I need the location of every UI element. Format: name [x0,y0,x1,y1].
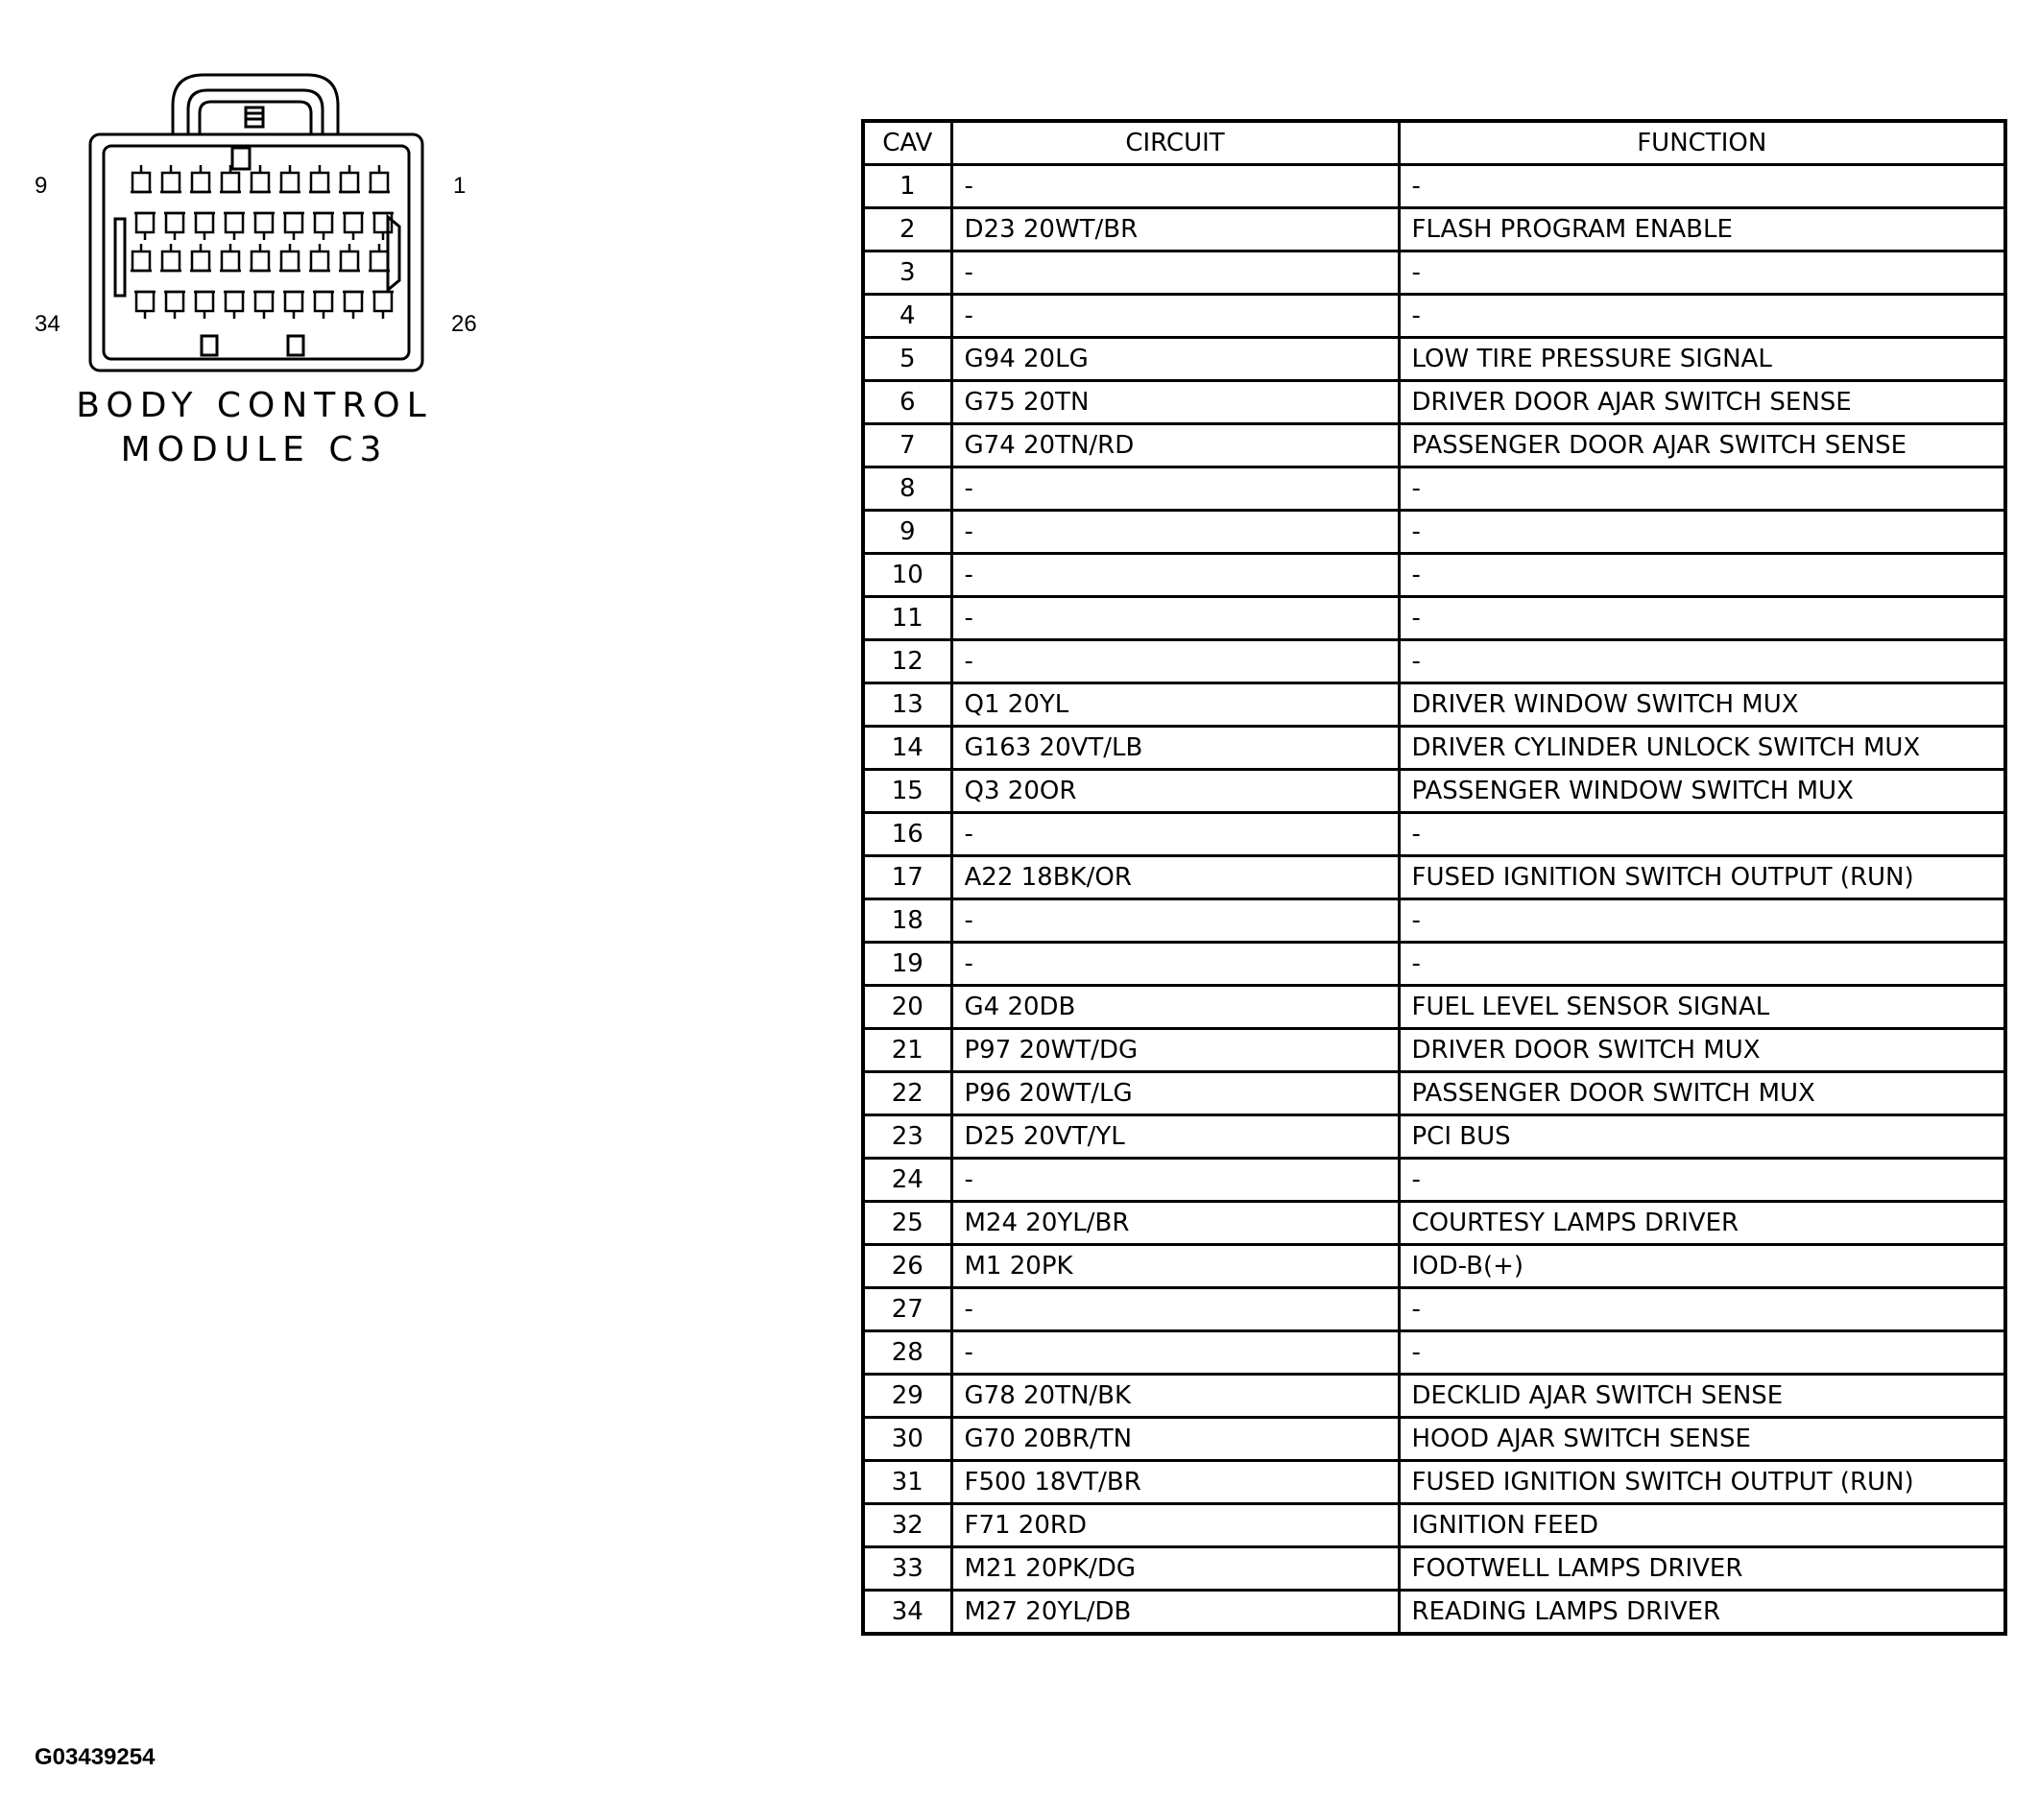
table-row [863,1072,2005,1115]
pin-label-1: 1 [453,173,467,199]
key-tab-top [232,148,250,169]
table-row [863,1115,2005,1159]
cav-cell: 34 [863,1591,951,1635]
table-row [863,338,2005,381]
circuit-cell: G75 20TN [951,381,1399,424]
pin-label-34: 34 [35,311,60,337]
terminal-cavity [224,213,245,240]
circuit-cell: G4 20DB [951,986,1399,1029]
terminal-cavity [131,165,152,192]
table-row [863,511,2005,554]
connector-face-drawing [0,0,576,403]
cav-cell: 32 [863,1504,951,1547]
terminal-cavity [224,292,245,319]
circuit-cell: Q3 20OR [951,770,1399,813]
table-row [863,683,2005,727]
pin-label-26: 26 [451,311,477,337]
terminal-cavity [283,292,304,319]
table-row [863,467,2005,511]
circuit-cell: - [951,1288,1399,1331]
circuit-cell: Q1 20YL [951,683,1399,727]
circuit-cell: M24 20YL/BR [951,1202,1399,1245]
function-cell: READING LAMPS DRIVER [1399,1591,2005,1635]
cav-cell: 33 [863,1547,951,1591]
cav-cell: 24 [863,1159,951,1202]
table-row [863,1547,2005,1591]
cav-cell: 29 [863,1375,951,1418]
cav-cell: 25 [863,1202,951,1245]
table-row [863,1461,2005,1504]
latch-tab [246,108,263,127]
terminal-cavity [220,244,241,271]
terminal-cavity [339,244,360,271]
bottom-tab-right [288,336,303,355]
circuit-cell: - [951,554,1399,597]
cav-cell: 16 [863,813,951,856]
circuit-cell: M21 20PK/DG [951,1547,1399,1591]
circuit-cell: - [951,251,1399,295]
table-row [863,1202,2005,1245]
terminal-cavities [131,165,394,319]
circuit-cell: - [951,597,1399,640]
circuit-cell: - [951,1331,1399,1375]
terminal-cavity [190,244,211,271]
terminal-cavity [160,244,181,271]
table-body [863,165,2005,1635]
circuit-cell: G78 20TN/BK [951,1375,1399,1418]
terminal-cavity [164,213,185,240]
table-row [863,813,2005,856]
function-cell: DRIVER CYLINDER UNLOCK SWITCH MUX [1399,727,2005,770]
cav-cell: 14 [863,727,951,770]
function-cell: DRIVER WINDOW SWITCH MUX [1399,683,2005,727]
table-row [863,770,2005,813]
header-circuit: CIRCUIT [951,121,1399,165]
terminal-cavity [313,213,334,240]
terminal-cavity [194,292,215,319]
cav-cell: 8 [863,467,951,511]
table-row [863,1159,2005,1202]
function-cell: DRIVER DOOR SWITCH MUX [1399,1029,2005,1072]
terminal-cavity [283,213,304,240]
cav-cell: 31 [863,1461,951,1504]
table-row [863,1288,2005,1331]
circuit-cell: A22 18BK/OR [951,856,1399,899]
table-row [863,1029,2005,1072]
table-row [863,986,2005,1029]
terminal-cavity [313,292,334,319]
cav-cell: 6 [863,381,951,424]
function-cell: DECKLID AJAR SWITCH SENSE [1399,1375,2005,1418]
function-cell: - [1399,467,2005,511]
cav-cell: 28 [863,1331,951,1375]
cav-cell: 17 [863,856,951,899]
terminal-cavity [343,213,364,240]
terminal-cavity [164,292,185,319]
function-cell: - [1399,1331,2005,1375]
table-row [863,1591,2005,1635]
cav-cell: 11 [863,597,951,640]
header-function: FUNCTION [1399,121,2005,165]
function-cell: HOOD AJAR SWITCH SENSE [1399,1418,2005,1461]
cav-cell: 12 [863,640,951,683]
table-row [863,1245,2005,1288]
function-cell: FOOTWELL LAMPS DRIVER [1399,1547,2005,1591]
terminal-cavity [372,292,394,319]
circuit-cell: D25 20VT/YL [951,1115,1399,1159]
function-cell: PASSENGER WINDOW SWITCH MUX [1399,770,2005,813]
cav-cell: 21 [863,1029,951,1072]
function-cell: - [1399,943,2005,986]
function-cell: - [1399,1159,2005,1202]
circuit-cell: - [951,899,1399,943]
connector-title-line2: MODULE C3 [120,430,389,469]
cav-cell: 10 [863,554,951,597]
cav-cell: 27 [863,1288,951,1331]
table-row [863,554,2005,597]
circuit-cell: - [951,1159,1399,1202]
terminal-cavity [131,244,152,271]
function-cell: PASSENGER DOOR SWITCH MUX [1399,1072,2005,1115]
header-cav: CAV [863,121,951,165]
terminal-cavity [309,165,330,192]
terminal-cavity [343,292,364,319]
table-row [863,1504,2005,1547]
table-header-row [863,121,2005,165]
cav-cell: 23 [863,1115,951,1159]
circuit-cell: - [951,295,1399,338]
function-cell: - [1399,813,2005,856]
function-cell: FUSED IGNITION SWITCH OUTPUT (RUN) [1399,856,2005,899]
function-cell: FLASH PROGRAM ENABLE [1399,208,2005,251]
connector-title-line1: BODY CONTROL [76,386,433,425]
cav-cell: 18 [863,899,951,943]
terminal-cavity [369,165,390,192]
terminal-cavity [253,292,275,319]
circuit-cell: G74 20TN/RD [951,424,1399,467]
cav-cell: 20 [863,986,951,1029]
table-row [863,899,2005,943]
cav-cell: 30 [863,1418,951,1461]
terminal-cavity [134,213,156,240]
table-row [863,165,2005,208]
table-row [863,943,2005,986]
table-row [863,1331,2005,1375]
connector-diagram [0,0,576,499]
table-row [863,597,2005,640]
circuit-cell: - [951,813,1399,856]
function-cell: IOD-B(+) [1399,1245,2005,1288]
function-cell: FUEL LEVEL SENSOR SIGNAL [1399,986,2005,1029]
circuit-cell: P96 20WT/LG [951,1072,1399,1115]
table-row [863,251,2005,295]
function-cell: PCI BUS [1399,1115,2005,1159]
function-cell: - [1399,295,2005,338]
side-key-left [115,219,125,296]
table-row [863,640,2005,683]
circuit-cell: F71 20RD [951,1504,1399,1547]
circuit-cell: F500 18VT/BR [951,1461,1399,1504]
table-row [863,295,2005,338]
circuit-cell: - [951,467,1399,511]
table-row [863,1418,2005,1461]
function-cell: DRIVER DOOR AJAR SWITCH SENSE [1399,381,2005,424]
cav-cell: 3 [863,251,951,295]
table-row [863,424,2005,467]
pin-label-9: 9 [35,173,48,199]
circuit-cell: G94 20LG [951,338,1399,381]
table-row [863,1375,2005,1418]
terminal-cavity [250,244,271,271]
cav-cell: 9 [863,511,951,554]
pinout-table [861,119,2007,1636]
circuit-cell: M27 20YL/DB [951,1591,1399,1635]
circuit-cell: G163 20VT/LB [951,727,1399,770]
circuit-cell: - [951,511,1399,554]
terminal-cavity [194,213,215,240]
terminal-cavity [160,165,181,192]
cav-cell: 19 [863,943,951,986]
function-cell: PASSENGER DOOR AJAR SWITCH SENSE [1399,424,2005,467]
bottom-tab-left [202,336,217,355]
terminal-cavity [339,165,360,192]
function-cell: - [1399,165,2005,208]
cav-cell: 5 [863,338,951,381]
terminal-cavity [134,292,156,319]
figure-id: G03439254 [35,1744,156,1770]
circuit-cell: - [951,165,1399,208]
cav-cell: 7 [863,424,951,467]
terminal-cavity [372,213,394,240]
circuit-cell: P97 20WT/DG [951,1029,1399,1072]
function-cell: - [1399,251,2005,295]
circuit-cell: - [951,640,1399,683]
function-cell: - [1399,597,2005,640]
table-row [863,208,2005,251]
cav-cell: 2 [863,208,951,251]
function-cell: - [1399,640,2005,683]
cav-cell: 22 [863,1072,951,1115]
circuit-cell: G70 20BR/TN [951,1418,1399,1461]
function-cell: - [1399,511,2005,554]
cav-cell: 26 [863,1245,951,1288]
side-key-right [388,217,399,290]
terminal-cavity [309,244,330,271]
terminal-cavity [253,213,275,240]
function-cell: - [1399,554,2005,597]
cav-cell: 1 [863,165,951,208]
function-cell: - [1399,1288,2005,1331]
terminal-cavity [250,165,271,192]
terminal-cavity [279,165,300,192]
cav-cell: 13 [863,683,951,727]
table-row [863,727,2005,770]
cav-cell: 15 [863,770,951,813]
circuit-cell: D23 20WT/BR [951,208,1399,251]
cav-cell: 4 [863,295,951,338]
function-cell: IGNITION FEED [1399,1504,2005,1547]
function-cell: COURTESY LAMPS DRIVER [1399,1202,2005,1245]
circuit-cell: - [951,943,1399,986]
table-row [863,856,2005,899]
terminal-cavity [190,165,211,192]
function-cell: FUSED IGNITION SWITCH OUTPUT (RUN) [1399,1461,2005,1504]
circuit-cell: M1 20PK [951,1245,1399,1288]
table-row [863,381,2005,424]
terminal-cavity [279,244,300,271]
function-cell: - [1399,899,2005,943]
function-cell: LOW TIRE PRESSURE SIGNAL [1399,338,2005,381]
